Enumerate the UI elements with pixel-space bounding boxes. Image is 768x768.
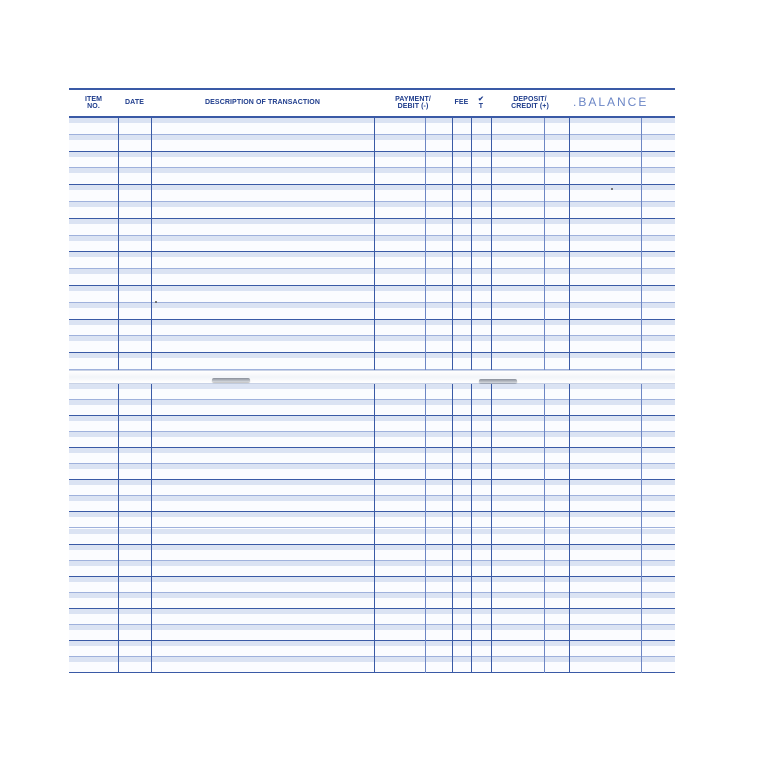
register-row bbox=[69, 384, 675, 400]
row-shading bbox=[69, 135, 675, 140]
register-row bbox=[69, 353, 675, 370]
column-header-item-no: ITEM NO. bbox=[84, 95, 103, 110]
column-divider bbox=[374, 118, 375, 370]
register-row bbox=[69, 269, 675, 286]
column-divider bbox=[425, 384, 426, 673]
page-fold bbox=[69, 370, 675, 384]
row-shading bbox=[69, 168, 675, 173]
column-header-balance: .BALANCE bbox=[573, 95, 649, 110]
row-shading bbox=[69, 202, 675, 207]
register-row bbox=[69, 480, 675, 496]
column-divider bbox=[491, 118, 492, 370]
staple-right bbox=[479, 379, 517, 383]
register-row bbox=[69, 400, 675, 416]
column-divider bbox=[471, 384, 472, 673]
register-row bbox=[69, 336, 675, 353]
row-shading bbox=[69, 384, 675, 389]
row-shading bbox=[69, 152, 675, 157]
row-shading bbox=[69, 641, 675, 646]
column-divider bbox=[118, 118, 119, 370]
row-shading bbox=[69, 269, 675, 274]
row-rule bbox=[69, 672, 675, 673]
column-divider bbox=[641, 384, 642, 673]
register-row bbox=[69, 185, 675, 202]
paper-speck bbox=[155, 301, 157, 303]
row-shading bbox=[69, 432, 675, 437]
row-shading bbox=[69, 118, 675, 123]
row-shading bbox=[69, 286, 675, 291]
register-row bbox=[69, 609, 675, 625]
check-register-page bbox=[69, 88, 675, 673]
register-row bbox=[69, 236, 675, 253]
column-divider bbox=[641, 118, 642, 370]
row-shading bbox=[69, 480, 675, 485]
column-divider bbox=[544, 384, 545, 673]
register-row bbox=[69, 512, 675, 528]
register-row bbox=[69, 219, 675, 236]
register-row bbox=[69, 529, 675, 545]
row-shading bbox=[69, 416, 675, 421]
row-shading bbox=[69, 593, 675, 598]
row-shading bbox=[69, 448, 675, 453]
row-shading bbox=[69, 545, 675, 550]
column-divider bbox=[425, 118, 426, 370]
register-row bbox=[69, 561, 675, 577]
register-row bbox=[69, 135, 675, 152]
register-row bbox=[69, 448, 675, 464]
register-row bbox=[69, 252, 675, 269]
column-divider bbox=[491, 384, 492, 673]
register-header bbox=[69, 88, 675, 118]
column-divider bbox=[151, 118, 152, 370]
staple-left bbox=[212, 378, 250, 382]
register-row bbox=[69, 657, 675, 673]
column-header-payment-debit: PAYMENT/ DEBIT (-) bbox=[395, 95, 431, 110]
row-shading bbox=[69, 625, 675, 630]
column-divider bbox=[118, 384, 119, 673]
register-row bbox=[69, 464, 675, 480]
row-shading bbox=[69, 561, 675, 566]
row-shading bbox=[69, 303, 675, 308]
column-divider bbox=[374, 384, 375, 673]
row-shading bbox=[69, 400, 675, 405]
row-shading bbox=[69, 320, 675, 325]
row-shading bbox=[69, 577, 675, 582]
register-row bbox=[69, 593, 675, 609]
row-shading bbox=[69, 336, 675, 341]
row-shading bbox=[69, 185, 675, 190]
column-header-date: DATE bbox=[125, 99, 144, 107]
column-divider bbox=[544, 118, 545, 370]
column-header-description: DESCRIPTION OF TRANSACTION bbox=[205, 99, 320, 107]
register-row bbox=[69, 416, 675, 432]
register-row bbox=[69, 545, 675, 561]
column-divider bbox=[452, 118, 453, 370]
register-row bbox=[69, 303, 675, 320]
register-row bbox=[69, 118, 675, 135]
column-header-deposit-credit: DEPOSIT/ CREDIT (+) bbox=[511, 95, 549, 110]
register-lower-section bbox=[69, 384, 675, 673]
row-shading bbox=[69, 219, 675, 224]
register-row bbox=[69, 577, 675, 593]
register-row bbox=[69, 286, 675, 303]
register-row bbox=[69, 202, 675, 219]
register-row bbox=[69, 168, 675, 185]
row-shading bbox=[69, 512, 675, 517]
row-shading bbox=[69, 236, 675, 241]
register-upper-section bbox=[69, 118, 675, 370]
column-divider bbox=[452, 384, 453, 673]
row-shading bbox=[69, 496, 675, 501]
column-divider bbox=[151, 384, 152, 673]
row-shading bbox=[69, 529, 675, 534]
row-shading bbox=[69, 252, 675, 257]
paper-speck bbox=[611, 188, 613, 190]
row-shading bbox=[69, 609, 675, 614]
column-header-check-t: ✔ T bbox=[478, 95, 484, 110]
row-shading bbox=[69, 657, 675, 662]
register-row bbox=[69, 625, 675, 641]
row-shading bbox=[69, 353, 675, 358]
register-row bbox=[69, 496, 675, 512]
column-divider bbox=[569, 118, 570, 370]
register-row bbox=[69, 152, 675, 169]
register-row bbox=[69, 320, 675, 337]
column-divider bbox=[569, 384, 570, 673]
column-divider bbox=[471, 118, 472, 370]
column-header-fee: FEE bbox=[454, 99, 469, 107]
row-shading bbox=[69, 464, 675, 469]
register-row bbox=[69, 641, 675, 657]
register-row bbox=[69, 432, 675, 448]
